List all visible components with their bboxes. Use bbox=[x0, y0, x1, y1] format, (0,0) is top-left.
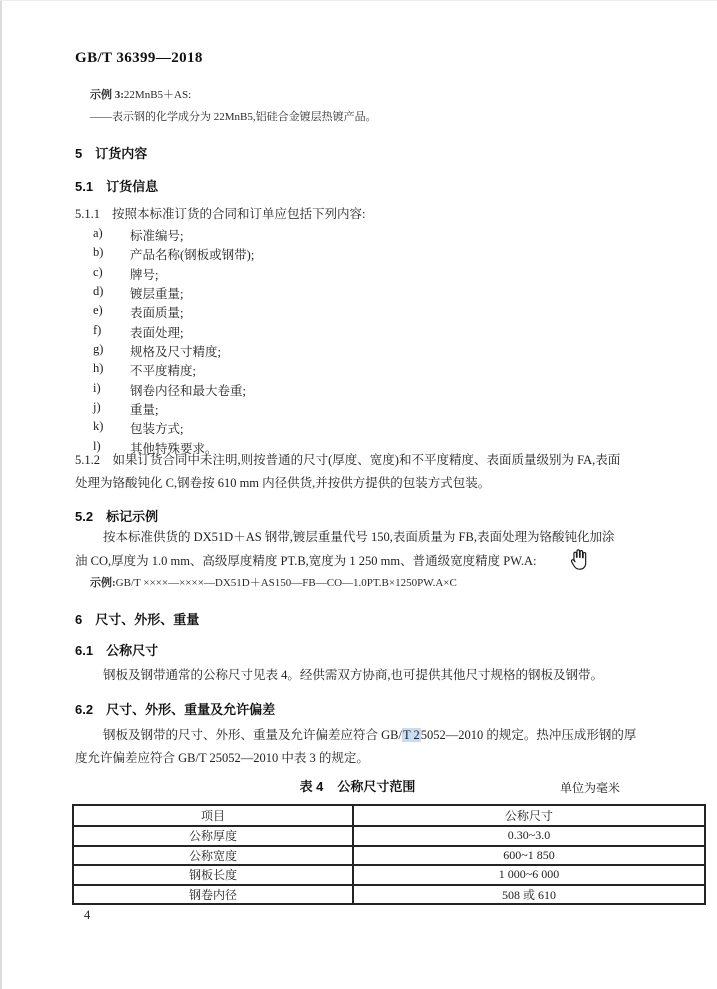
section-number: 6.1 bbox=[75, 643, 94, 658]
list-item bbox=[93, 400, 254, 419]
hand-grab-cursor-icon bbox=[566, 546, 592, 579]
designation-example-code: GB/T ××××—××××—DX51D＋AS150—FB—CO—1.0PT.B×1250PW.A×C bbox=[115, 577, 457, 589]
list-item-text: 重量; bbox=[130, 403, 159, 418]
list-item-marker: b) bbox=[93, 245, 104, 260]
table-cell: 0.30~3.0 bbox=[353, 826, 705, 846]
list-item bbox=[93, 342, 254, 361]
list-item-text: 其他特殊要求。 bbox=[130, 441, 218, 456]
list-item-marker: j) bbox=[93, 400, 101, 415]
list-item-marker: d) bbox=[93, 284, 104, 299]
list-item bbox=[93, 361, 254, 380]
table-header-cell: 项目 bbox=[73, 805, 353, 826]
paragraph-5-2-line1: 按本标准供货的 DX51D＋AS 钢带,镀层重量代号 150,表面质量为 FB,表面处理为铬酸钝化加涂 bbox=[103, 530, 615, 544]
section-number: 5.1 bbox=[75, 179, 94, 194]
list-item-marker: l) bbox=[93, 438, 101, 453]
table-4 bbox=[72, 804, 706, 905]
standard-number-header: GB/T 36399—2018 bbox=[75, 50, 203, 66]
table-cell: 钢卷内径 bbox=[73, 885, 353, 905]
list-item-marker: c) bbox=[93, 264, 103, 279]
section-5-1-heading bbox=[75, 176, 158, 195]
table-cell: 508 或 610 bbox=[353, 885, 705, 905]
table-cell: 公称厚度 bbox=[73, 826, 353, 846]
list-item-text: 产品名称(钢板或钢带); bbox=[130, 248, 255, 263]
designation-example-line bbox=[90, 576, 457, 591]
table-header-cell: 公称尺寸 bbox=[353, 805, 705, 826]
list-item-text: 包装方式; bbox=[130, 422, 184, 437]
list-item-text: 表面质量; bbox=[130, 306, 184, 321]
table-row bbox=[73, 865, 705, 885]
list-item-text: 标准编号; bbox=[130, 229, 184, 243]
table-cell: 钢板长度 bbox=[73, 865, 353, 885]
list-item-marker: e) bbox=[93, 303, 103, 318]
table-4-body bbox=[73, 805, 705, 904]
section-title: 标记示例 bbox=[106, 509, 159, 524]
table-cell: 600~1 850 bbox=[353, 846, 705, 866]
table-header-row bbox=[73, 805, 705, 826]
example-3-explanation: ——表示钢的化学成分为 22MnB5,铝硅合金镀层热镀产品。 bbox=[90, 111, 377, 123]
section-6-2-heading bbox=[75, 699, 275, 718]
table-cell: 1 000~6 000 bbox=[353, 865, 705, 885]
table-row bbox=[73, 885, 705, 905]
section-5-2-heading bbox=[75, 506, 158, 525]
list-item bbox=[93, 303, 254, 322]
page-top-edge bbox=[0, 0, 717, 1]
section-6-heading bbox=[75, 609, 199, 628]
list-item-text: 牌号; bbox=[130, 267, 159, 282]
section-title: 尺寸、外形、重量 bbox=[95, 612, 200, 627]
search-highlight: T 2 bbox=[402, 728, 420, 742]
paragraph-6-1: 钢板及钢带通常的公称尺寸见表 4。经供需双方协商,也可提供其他尺寸规格的钢板及钢带。 bbox=[103, 668, 604, 682]
section-number: 5 bbox=[75, 146, 83, 161]
list-item bbox=[93, 419, 254, 438]
list-item bbox=[93, 245, 254, 264]
list-item-text: 不平度精度; bbox=[130, 364, 196, 379]
section-number: 6.2 bbox=[75, 702, 94, 717]
list-item bbox=[93, 381, 254, 400]
order-items-list bbox=[93, 226, 254, 458]
paragraph-5-2-line2: 油 CO,厚度为 1.0 mm、高级厚度精度 PT.B,宽度为 1 250 mm、普通级宽度精度 PW.A: bbox=[75, 554, 537, 568]
text-segment: 钢板及钢带的尺寸、外形、重量及允许偏差应符合 GB/ bbox=[103, 728, 402, 742]
paragraph-5-1-2-line2: 处理为铬酸钝化 C,钢卷按 610 mm 内径供货,并按供方提供的包装方式包装。 bbox=[75, 476, 491, 490]
clause-text: 按照本标准订货的合同和订单应包括下列内容: bbox=[112, 207, 366, 221]
list-item-marker: h) bbox=[93, 361, 104, 376]
section-number: 6 bbox=[75, 612, 83, 627]
section-number: 5.2 bbox=[75, 509, 94, 524]
section-title: 订货信息 bbox=[106, 179, 159, 194]
paragraph-5-1-2-line1: 5.1.2 如果订货合同中未注明,则按普通的尺寸(厚度、宽度)和不平度精度、表面质量级别为 FA,表面 bbox=[75, 453, 621, 467]
list-item-text: 钢卷内径和最大卷重; bbox=[130, 383, 246, 398]
paragraph-6-2-line2: 度允许偏差应符合 GB/T 25052—2010 中表 3 的规定。 bbox=[75, 751, 369, 765]
table-number: 表 4 bbox=[299, 779, 324, 794]
list-item-marker: g) bbox=[93, 342, 104, 357]
list-item bbox=[93, 226, 254, 245]
list-item-text: 规格及尺寸精度; bbox=[130, 345, 221, 360]
text-segment: 5052—2010 的规定。热冲压成形钢的厚 bbox=[420, 728, 637, 742]
list-item-text: 镀层重量; bbox=[130, 287, 184, 302]
page-left-edge bbox=[0, 0, 2, 989]
clause-number: 5.1.1 bbox=[75, 207, 100, 221]
example-3-label: 示例 3: bbox=[90, 89, 124, 101]
example-3-line bbox=[90, 88, 191, 103]
section-title: 尺寸、外形、重量及允许偏差 bbox=[106, 702, 276, 717]
paragraph-6-2-line1 bbox=[103, 727, 636, 743]
table-row bbox=[73, 846, 705, 866]
example-label: 示例: bbox=[90, 577, 116, 589]
paragraph-5-1-1 bbox=[75, 206, 365, 222]
page-number: 4 bbox=[84, 908, 91, 922]
table-row bbox=[73, 826, 705, 846]
unit-note: 单位为毫米 bbox=[559, 781, 620, 795]
example-3-code: 22MnB5＋AS: bbox=[123, 89, 192, 101]
list-item-marker: f) bbox=[93, 322, 102, 337]
table-cell: 公称宽度 bbox=[73, 846, 353, 866]
list-item bbox=[93, 265, 254, 284]
section-title: 订货内容 bbox=[95, 146, 148, 161]
list-item-marker: a) bbox=[93, 226, 103, 240]
list-item-text: 表面处理; bbox=[130, 325, 184, 340]
list-item bbox=[93, 284, 254, 303]
section-6-1-heading bbox=[75, 640, 158, 659]
list-item bbox=[93, 323, 254, 342]
section-title: 公称尺寸 bbox=[106, 643, 159, 658]
list-item-marker: k) bbox=[93, 419, 104, 434]
section-5-heading bbox=[75, 143, 147, 162]
table-title: 公称尺寸范围 bbox=[337, 779, 416, 794]
list-item-marker: i) bbox=[93, 380, 101, 395]
